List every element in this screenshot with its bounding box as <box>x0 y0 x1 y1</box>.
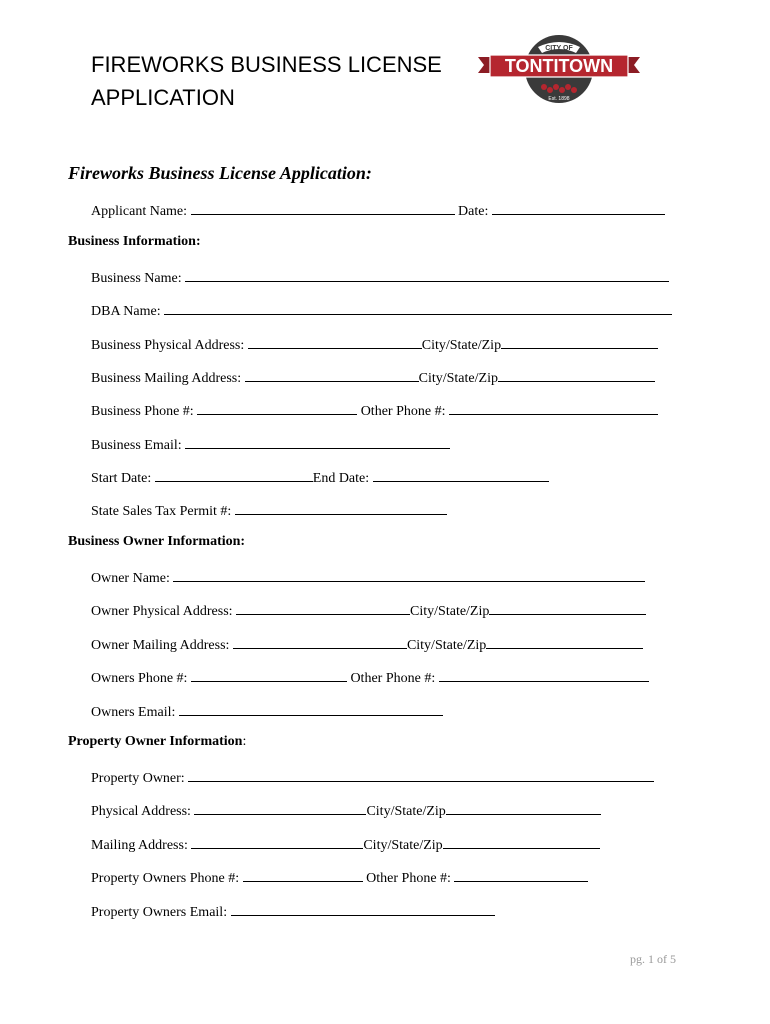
owners-email-row <box>91 701 443 721</box>
tax-permit-field[interactable] <box>235 500 447 515</box>
other-phone-label: Other Phone #: <box>366 871 451 886</box>
property-mailing-csz-field[interactable] <box>443 834 600 849</box>
property-physical-address-field[interactable] <box>194 800 366 815</box>
business-mailing-address-field[interactable] <box>245 367 419 382</box>
business-phone-label: Business Phone #: <box>91 404 194 419</box>
form-heading: Fireworks Business License Application: <box>68 163 372 183</box>
business-physical-address-row <box>91 334 658 354</box>
business-mailing-address-label: Business Mailing Address: <box>91 371 242 386</box>
logo-top-text: CITY OF <box>545 45 573 52</box>
dba-name-row <box>91 300 672 320</box>
business-info-heading: Business Information: <box>68 234 201 249</box>
tax-permit-label: State Sales Tax Permit #: <box>91 504 232 519</box>
business-email-label: Business Email: <box>91 438 182 453</box>
end-date-field[interactable] <box>373 467 549 482</box>
start-date-label: Start Date: <box>91 471 152 486</box>
city-state-zip-label: City/State/Zip <box>363 838 443 853</box>
property-physical-address-label: Physical Address: <box>91 804 191 819</box>
property-physical-address-row <box>91 800 601 820</box>
owner-physical-csz-field[interactable] <box>489 600 646 615</box>
business-other-phone-field[interactable] <box>449 400 658 415</box>
owners-phone-label: Owners Phone #: <box>91 671 188 686</box>
logo-grape <box>553 84 559 90</box>
owners-email-label: Owners Email: <box>91 705 176 720</box>
property-owners-phone-field[interactable] <box>243 867 363 882</box>
business-physical-address-field[interactable] <box>248 334 422 349</box>
property-mailing-address-label: Mailing Address: <box>91 838 188 853</box>
dba-name-label: DBA Name: <box>91 304 161 319</box>
owner-physical-address-field[interactable] <box>236 600 410 615</box>
dba-name-field[interactable] <box>164 300 672 315</box>
tax-permit-row <box>91 500 447 520</box>
business-name-field[interactable] <box>185 267 669 282</box>
property-mailing-address-row <box>91 834 600 854</box>
city-state-zip-label: City/State/Zip <box>421 338 502 353</box>
logo-name: TONTITOWN <box>504 56 614 76</box>
property-owners-phone-label: Property Owners Phone #: <box>91 871 240 886</box>
owner-mailing-address-field[interactable] <box>233 634 407 649</box>
owner-mailing-address-row <box>91 634 643 654</box>
business-name-row <box>91 267 669 287</box>
start-date-field[interactable] <box>155 467 313 482</box>
business-physical-csz-field[interactable] <box>501 334 658 349</box>
owners-phone-field[interactable] <box>191 667 347 682</box>
logo-grape <box>565 84 571 90</box>
business-phone-field[interactable] <box>197 400 357 415</box>
owner-mailing-address-label: Owner Mailing Address: <box>91 638 230 653</box>
logo-tagline: Est. 1898 <box>548 96 570 102</box>
business-physical-address-label: Business Physical Address: <box>91 338 245 353</box>
owner-mailing-csz-field[interactable] <box>486 634 643 649</box>
owners-other-phone-field[interactable] <box>439 667 649 682</box>
property-owners-phone-row <box>91 867 588 887</box>
owner-name-field[interactable] <box>173 567 645 582</box>
owner-name-row <box>91 567 645 587</box>
business-mailing-address-row <box>91 367 655 387</box>
owners-email-field[interactable] <box>179 701 443 716</box>
owner-info-heading: Business Owner Information: <box>68 534 246 549</box>
property-info-heading-colon: : <box>242 734 247 749</box>
owners-phone-row <box>91 667 649 687</box>
start-end-date-row <box>91 467 549 487</box>
city-state-zip-label: City/State/Zip <box>410 604 490 619</box>
property-info-heading-text: Property Owner Information <box>68 734 243 749</box>
property-other-phone-field[interactable] <box>454 867 588 882</box>
owner-physical-address-label: Owner Physical Address: <box>91 604 233 619</box>
city-logo <box>476 33 642 105</box>
city-state-zip-label: City/State/Zip <box>366 804 446 819</box>
other-phone-label: Other Phone #: <box>350 671 436 686</box>
city-state-zip-label: City/State/Zip <box>418 371 498 386</box>
property-info-heading <box>68 734 246 750</box>
end-date-label: End Date: <box>312 471 370 486</box>
applicant-name-field[interactable] <box>191 200 455 215</box>
business-name-label: Business Name: <box>91 271 182 286</box>
date-label: Date: <box>458 204 489 219</box>
city-state-zip-label: City/State/Zip <box>406 638 487 653</box>
date-field[interactable] <box>492 200 665 215</box>
business-email-field[interactable] <box>185 434 450 449</box>
property-owner-field[interactable] <box>188 767 654 782</box>
owner-physical-address-row <box>91 600 646 620</box>
logo-grape <box>547 87 553 93</box>
property-owner-row <box>91 767 654 787</box>
property-owners-email-field[interactable] <box>231 901 495 916</box>
applicant-row <box>91 200 665 220</box>
page-number: pg. 1 of 5 <box>630 952 676 966</box>
property-owner-label: Property Owner: <box>91 771 185 786</box>
applicant-name-label: Applicant Name: <box>91 204 188 219</box>
logo-grape <box>541 84 547 90</box>
business-phone-row <box>91 400 658 420</box>
logo-grape <box>571 87 577 93</box>
other-phone-label: Other Phone #: <box>360 404 446 419</box>
property-physical-csz-field[interactable] <box>446 800 601 815</box>
logo-grape <box>559 87 565 93</box>
owner-name-label: Owner Name: <box>91 571 170 586</box>
business-mailing-csz-field[interactable] <box>498 367 655 382</box>
page-title: FIREWORKS BUSINESS LICENSE APPLICATION <box>91 52 442 110</box>
property-mailing-address-field[interactable] <box>191 834 363 849</box>
property-owners-email-label: Property Owners Email: <box>91 905 228 920</box>
business-email-row <box>91 434 450 454</box>
property-owners-email-row <box>91 901 495 921</box>
